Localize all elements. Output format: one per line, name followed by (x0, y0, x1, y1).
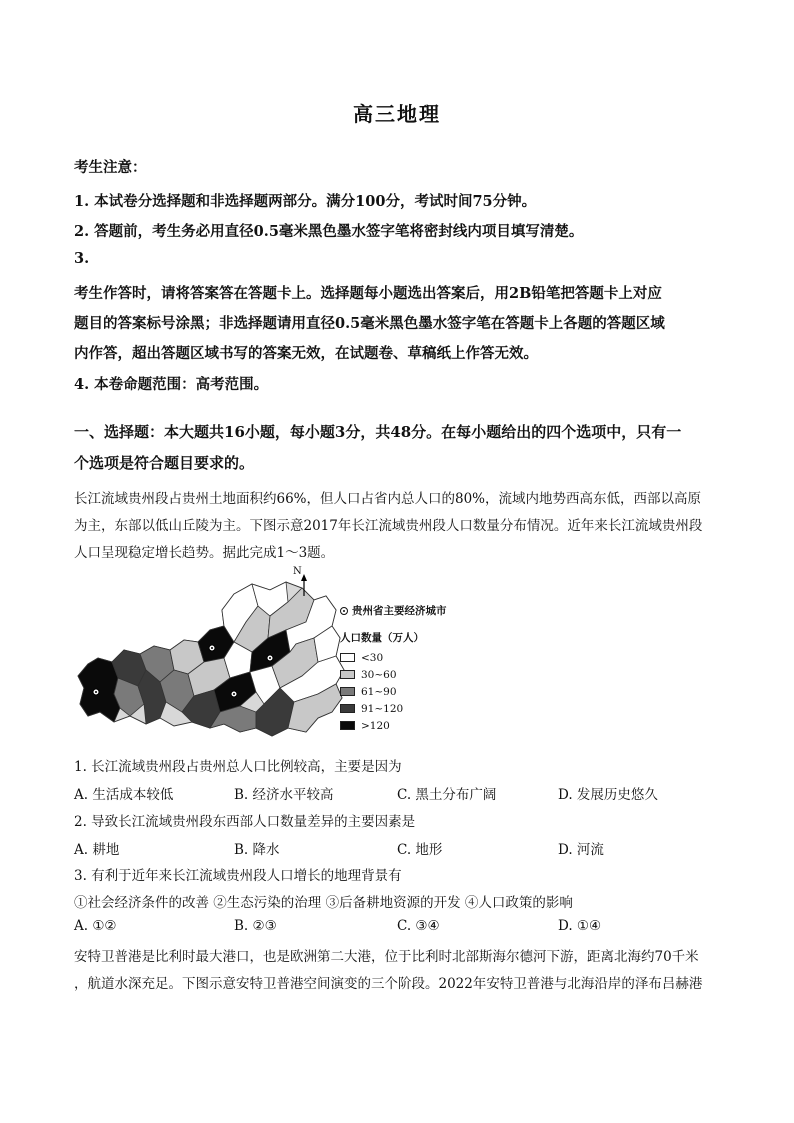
question-1-option-a[interactable]: A. 生活成本较低 (74, 787, 174, 803)
question-3-option-c[interactable]: C. ③④ (397, 918, 440, 934)
notice-heading: 考生注意： (74, 159, 147, 176)
legend-item (340, 683, 475, 700)
city-marker-icon (340, 607, 348, 615)
question-2-stem: 2. 导致长江流域贵州段东西部人口数量差异的主要因素是 (74, 814, 416, 830)
section-1-heading-line-1: 一、选择题：本大题共16小题，每小题3分，共48分。在每小题给出的四个选项中，只有一 (74, 423, 682, 441)
legend-label: 91~120 (361, 702, 404, 715)
section-1-heading-line-2: 个选项是符合题目要求的。 (74, 454, 255, 472)
legend-city-label: 贵州省主要经济城市 (352, 605, 447, 617)
question-3-stem: 3. 有利于近年来长江流域贵州段人口增长的地理背景有 (74, 868, 402, 884)
map-legend (340, 603, 475, 734)
notice-item-3-line-3: 内作答，超出答题区域书写的答案无效，在试题卷、草稿纸上作答无效。 (74, 345, 538, 362)
question-1-option-d[interactable]: D. 发展历史悠久 (558, 787, 658, 803)
legend-city-row (340, 603, 475, 618)
legend-item (340, 717, 475, 734)
legend-label: <30 (361, 651, 384, 664)
page-title: 高三地理 (353, 102, 441, 126)
legend-label: 61~90 (361, 685, 397, 698)
question-3-option-b[interactable]: B. ②③ (234, 918, 277, 934)
question-2-option-c[interactable]: C. 地形 (397, 842, 443, 858)
notice-item-2: 2. 答题前，考生务必用直径0.5毫米黑色墨水签字笔将密封线内项目填写清楚。 (74, 223, 584, 240)
notice-item-3-line-2: 题目的答案标号涂黑；非选择题请用直径0.5毫米黑色墨水签字笔在答题卡上各题的答题区域 (74, 315, 665, 332)
question-3-option-a[interactable]: A. ①② (74, 918, 117, 934)
legend-label: 30~60 (361, 668, 397, 681)
legend-item (340, 666, 475, 683)
legend-item (340, 649, 475, 666)
legend-swatch (340, 721, 355, 730)
question-1-option-b[interactable]: B. 经济水平较高 (234, 787, 334, 803)
legend-swatch (340, 653, 355, 662)
legend-title: 人口数量（万人） (340, 632, 424, 644)
legend-swatch (340, 687, 355, 696)
notice-item-3-number: 3. (74, 250, 90, 267)
legend-item (340, 700, 475, 717)
question-1-stem: 1. 长江流域贵州段占贵州总人口比例较高，主要是因为 (74, 759, 402, 775)
question-2-option-a[interactable]: A. 耕地 (74, 842, 120, 858)
legend-swatch (340, 704, 355, 713)
legend-swatch (340, 670, 355, 679)
passage-2-line-2: ，航道水深充足。下图示意安特卫普港空间演变的三个阶段。2022年安特卫普港与北海沿岸的泽布吕赫港 (74, 976, 703, 992)
question-2-option-b[interactable]: B. 降水 (234, 842, 280, 858)
notice-item-1: 1. 本试卷分选择题和非选择题两部分。满分100分，考试时间75分钟。 (74, 193, 537, 210)
passage-2-line-1: 安特卫普港是比利时最大港口，也是欧洲第二大港，位于比利时北部斯海尔德河下游，距离北海约70千米 (74, 949, 699, 965)
legend-label: >120 (361, 719, 390, 732)
question-3-option-d[interactable]: D. ①④ (558, 918, 602, 934)
passage-1-line-3: 人口呈现稳定增长趋势。据此完成1～3题。 (74, 545, 335, 561)
question-3-items: ①社会经济条件的改善 ②生态污染的治理 ③后备耕地资源的开发 ④人口政策的影响 (74, 895, 573, 911)
passage-1-line-1: 长江流域贵州段占贵州土地面积约66%，但人口占省内总人口的80%，流域内地势西高东低，西部以高原 (74, 491, 702, 507)
north-label: N (293, 566, 302, 577)
notice-item-3-line-1: 考生作答时，请将答案答在答题卡上。选择题每小题选出答案后，用2B铅笔把答题卡上对应 (74, 285, 662, 302)
passage-1-line-2: 为主，东部以低山丘陵为主。下图示意2017年长江流域贵州段人口数量分布情况。近年来长江流域贵州段 (74, 518, 703, 534)
notice-item-4: 4. 本卷命题范围：高考范围。 (74, 376, 269, 393)
question-1-option-c[interactable]: C. 黑土分布广阔 (397, 787, 497, 803)
question-2-option-d[interactable]: D. 河流 (558, 842, 604, 858)
